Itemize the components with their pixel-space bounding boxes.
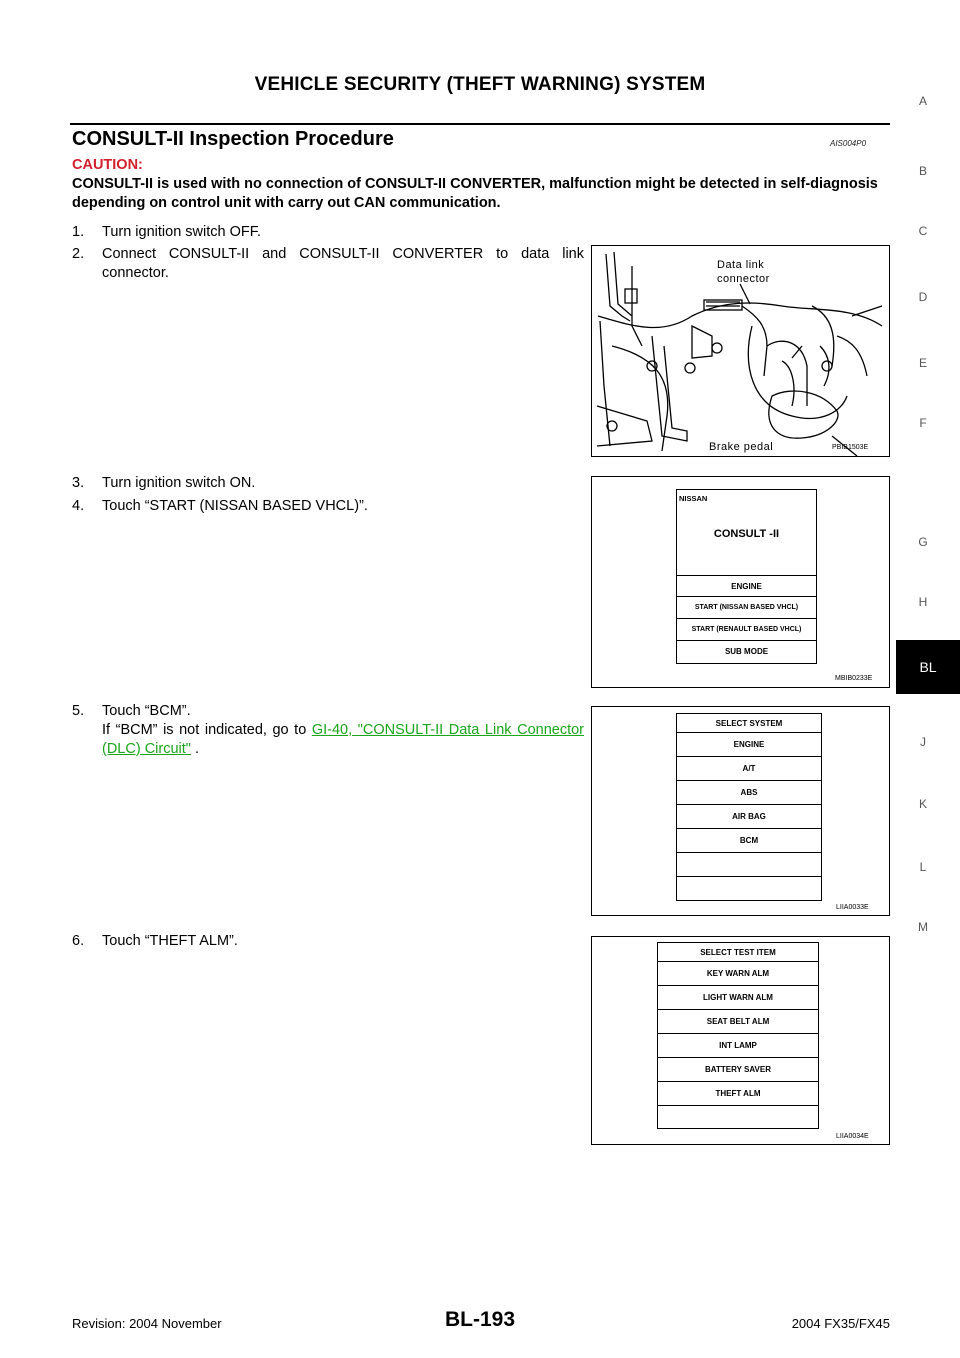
menu-item-at[interactable]: A/T: [677, 756, 821, 781]
menu-item-start-nissan[interactable]: START (NISSAN BASED VHCL): [677, 596, 816, 619]
footer-page-number: BL-193: [444, 1308, 516, 1331]
menu-header-select-system: SELECT SYSTEM: [677, 713, 821, 733]
figure-code: LIIA0033E: [836, 904, 869, 911]
menu-item-int-lamp[interactable]: INT LAMP: [658, 1033, 818, 1058]
connector-label-line2: connector: [717, 273, 770, 285]
step-number: 1.: [72, 224, 85, 240]
footer-revision: Revision: 2004 November: [72, 1316, 222, 1331]
step-text: Touch “START (NISSAN BASED VHCL)”.: [102, 498, 368, 514]
index-tab-j[interactable]: J: [920, 735, 926, 749]
page-header-title: VEHICLE SECURITY (THEFT WARNING) SYSTEM: [254, 74, 706, 95]
figure-consult-start-screen: [591, 476, 890, 688]
index-tab-l[interactable]: L: [919, 860, 927, 874]
index-tab-a[interactable]: A: [918, 94, 927, 108]
step-number: 3.: [72, 475, 85, 491]
figure-select-system-screen: [591, 706, 890, 916]
menu-item-empty: [677, 876, 821, 901]
menu-item-abs[interactable]: ABS: [677, 780, 821, 805]
nissan-brand-label: NISSAN: [679, 494, 708, 503]
figure-data-link-connector: [591, 245, 890, 457]
menu-item-theft-alm[interactable]: THEFT ALM: [658, 1081, 818, 1106]
index-tab-d[interactable]: D: [918, 290, 928, 304]
index-tab-g[interactable]: G: [918, 535, 928, 549]
brake-pedal-label: Brake pedal: [709, 441, 774, 453]
step-number: 5.: [72, 703, 85, 719]
menu-header-select-test-item: SELECT TEST ITEM: [658, 942, 818, 962]
step-text: Connect CONSULT-II and CONSULT-II CONVERTER to data link connector.: [102, 246, 584, 281]
step-number: 2.: [72, 246, 85, 262]
footer-model: 2004 FX35/FX45: [791, 1316, 890, 1331]
step-text: Turn ignition switch OFF.: [102, 224, 262, 240]
dlc-circuit-link[interactable]: GI-40, "CONSULT-II Data Link Connector (DLC) Circuit": [102, 722, 585, 757]
menu-item-key-warn-alm[interactable]: KEY WARN ALM: [658, 961, 818, 986]
index-tab-b[interactable]: B: [918, 164, 927, 178]
index-tab-e[interactable]: E: [918, 356, 927, 370]
dashboard-illustration: [592, 246, 889, 456]
caution-text: CONSULT-II is used with no connection of CONSULT-II CONVERTER, malfunction might be detected in self-diagnosis depending on control unit with carry out CAN communication.: [72, 176, 878, 211]
menu-item-air-bag[interactable]: AIR BAG: [677, 804, 821, 829]
menu-item-seat-belt-alm[interactable]: SEAT BELT ALM: [658, 1009, 818, 1034]
step-text: Touch “BCM”.: [102, 703, 191, 719]
step-number: 6.: [72, 933, 85, 949]
step-text: Touch “THEFT ALM”.: [102, 933, 238, 949]
index-tab-bl-active[interactable]: BL: [896, 640, 960, 694]
figure-code: LIIA0034E: [836, 1133, 869, 1140]
step-number: 4.: [72, 498, 85, 514]
figure-code: PBIB1503E: [832, 444, 869, 451]
menu-item-engine[interactable]: ENGINE: [677, 575, 816, 597]
caution-label: CAUTION:: [72, 157, 143, 173]
menu-item-light-warn-alm[interactable]: LIGHT WARN ALM: [658, 985, 818, 1010]
index-tab-k[interactable]: K: [918, 797, 927, 811]
figure-select-test-item-screen: [591, 936, 890, 1145]
consult-title: CONSULT -II: [713, 528, 780, 540]
header-rule: [70, 123, 890, 125]
menu-item-engine[interactable]: ENGINE: [677, 732, 821, 757]
step-note: [102, 721, 584, 759]
note-suffix: .: [190, 741, 199, 757]
menu-item-sub-mode[interactable]: SUB MODE: [677, 640, 816, 663]
menu-item-empty: [658, 1105, 818, 1129]
select-test-item-screen: [657, 942, 819, 1129]
menu-item-bcm[interactable]: BCM: [677, 828, 821, 853]
index-tab-f[interactable]: F: [919, 416, 927, 430]
select-system-screen: [676, 713, 822, 901]
note-prefix: If “BCM” is not indicated, go to: [102, 722, 312, 738]
figure-code: MBIB0233E: [835, 675, 873, 682]
connector-label-line1: Data link: [717, 259, 765, 271]
consult-screen: [676, 489, 817, 664]
menu-item-start-renault[interactable]: START (RENAULT BASED VHCL): [677, 618, 816, 641]
section-title: CONSULT-II Inspection Procedure: [72, 128, 394, 150]
index-tab-m[interactable]: M: [918, 920, 928, 934]
menu-item-empty: [677, 852, 821, 877]
menu-item-battery-saver[interactable]: BATTERY SAVER: [658, 1057, 818, 1082]
section-code: AIS004P0: [830, 139, 867, 148]
index-tab-c[interactable]: C: [918, 224, 928, 238]
step-text: Turn ignition switch ON.: [102, 475, 256, 491]
index-tab-h[interactable]: H: [918, 595, 928, 609]
